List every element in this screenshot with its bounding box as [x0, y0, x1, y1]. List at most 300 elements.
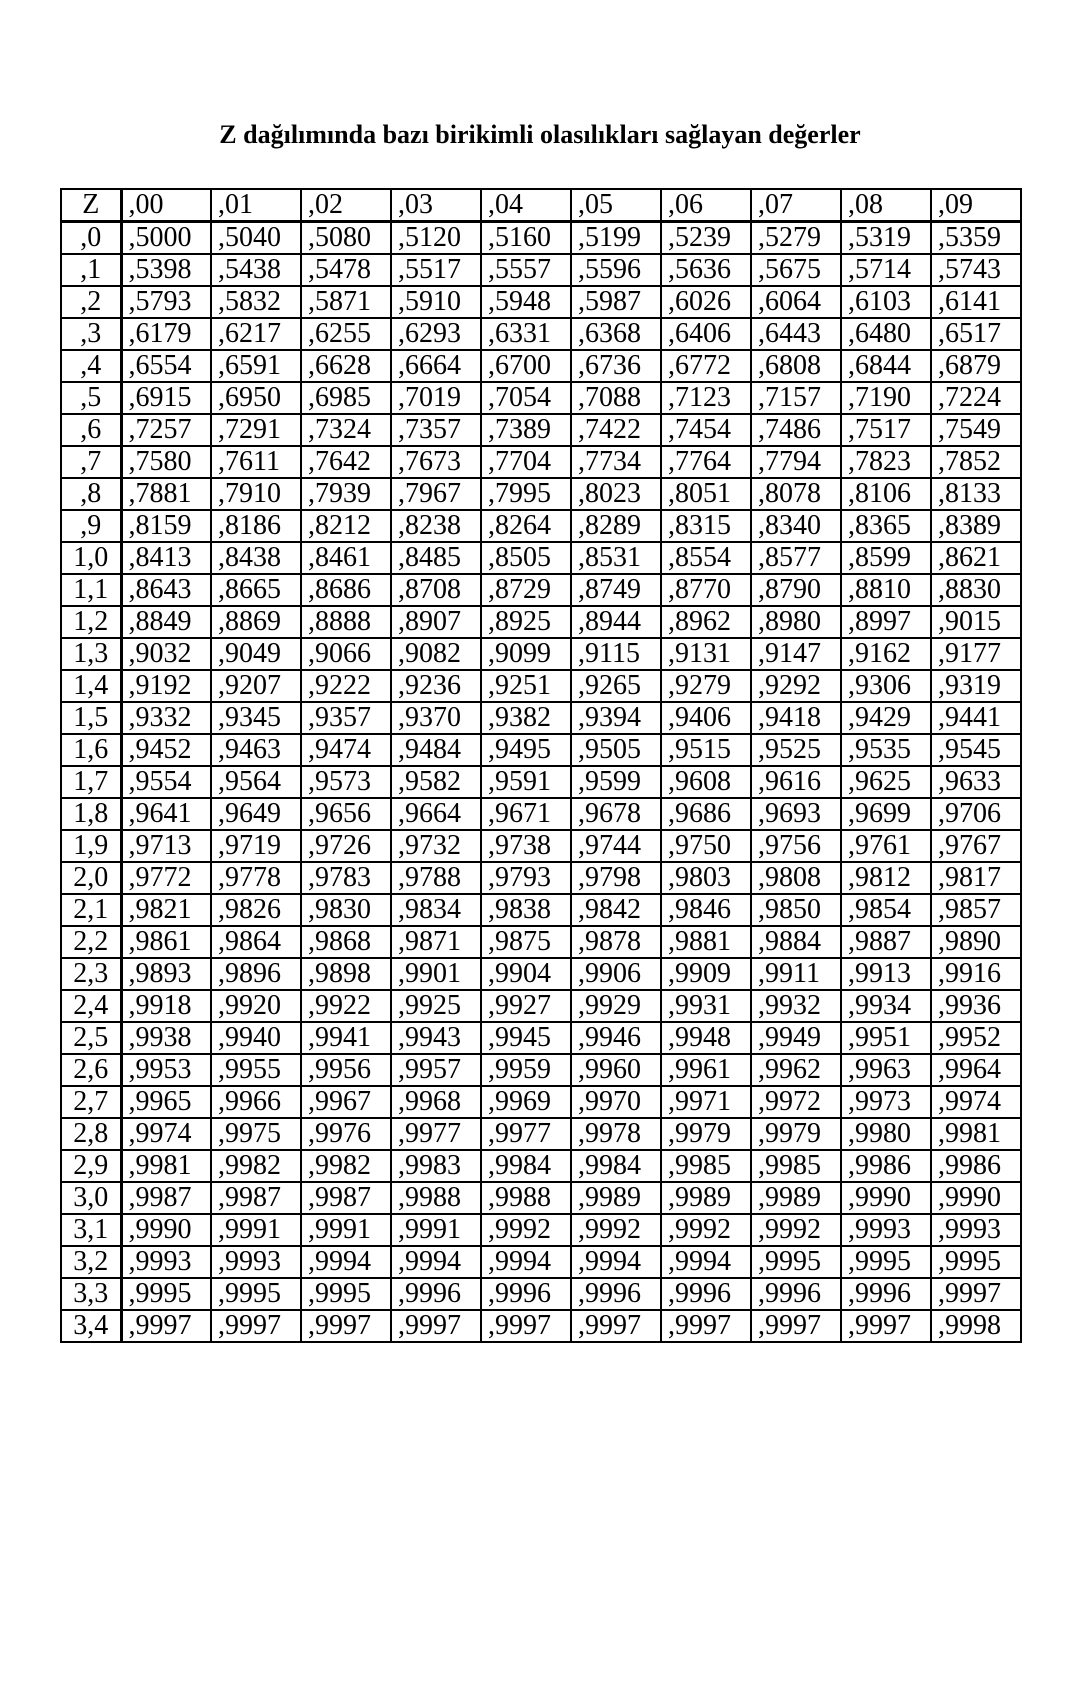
- probability-cell: ,9846: [661, 894, 751, 926]
- probability-cell: ,7454: [661, 414, 751, 446]
- probability-cell: ,9177: [931, 638, 1021, 670]
- probability-cell: ,9980: [841, 1118, 931, 1150]
- probability-cell: ,9991: [301, 1214, 391, 1246]
- z-table: [60, 188, 1022, 1343]
- probability-cell: ,9931: [661, 990, 751, 1022]
- probability-cell: ,9994: [391, 1246, 481, 1278]
- probability-cell: ,9591: [481, 766, 571, 798]
- probability-cell: ,9988: [391, 1182, 481, 1214]
- probability-cell: ,9909: [661, 958, 751, 990]
- probability-cell: ,5279: [751, 222, 841, 255]
- probability-cell: ,8106: [841, 478, 931, 510]
- probability-cell: ,7764: [661, 446, 751, 478]
- probability-cell: ,6141: [931, 286, 1021, 318]
- row-z-value: 3,0: [61, 1182, 121, 1214]
- probability-cell: ,9995: [121, 1278, 211, 1310]
- probability-cell: ,8830: [931, 574, 1021, 606]
- probability-cell: ,7939: [301, 478, 391, 510]
- row-z-value: 2,9: [61, 1150, 121, 1182]
- row-z-value: 2,4: [61, 990, 121, 1022]
- probability-cell: ,9987: [121, 1182, 211, 1214]
- probability-cell: ,9994: [571, 1246, 661, 1278]
- column-header: ,05: [571, 189, 661, 222]
- probability-cell: ,9726: [301, 830, 391, 862]
- probability-cell: ,9955: [211, 1054, 301, 1086]
- probability-cell: ,6664: [391, 350, 481, 382]
- probability-cell: ,9808: [751, 862, 841, 894]
- probability-cell: ,5987: [571, 286, 661, 318]
- probability-cell: ,8438: [211, 542, 301, 574]
- probability-cell: ,9987: [301, 1182, 391, 1214]
- probability-cell: ,9997: [931, 1278, 1021, 1310]
- table-row: [61, 382, 1021, 414]
- probability-cell: ,8238: [391, 510, 481, 542]
- probability-cell: ,9664: [391, 798, 481, 830]
- probability-cell: ,7019: [391, 382, 481, 414]
- probability-cell: ,5832: [211, 286, 301, 318]
- probability-cell: ,9991: [211, 1214, 301, 1246]
- probability-cell: ,9904: [481, 958, 571, 990]
- row-z-value: 2,0: [61, 862, 121, 894]
- probability-cell: ,9948: [661, 1022, 751, 1054]
- probability-cell: ,9382: [481, 702, 571, 734]
- probability-cell: ,9973: [841, 1086, 931, 1118]
- table-row: [61, 350, 1021, 382]
- probability-cell: ,5000: [121, 222, 211, 255]
- probability-cell: ,9966: [211, 1086, 301, 1118]
- probability-cell: ,9686: [661, 798, 751, 830]
- probability-cell: ,8264: [481, 510, 571, 542]
- probability-cell: ,9992: [571, 1214, 661, 1246]
- probability-cell: ,9997: [571, 1310, 661, 1342]
- column-header: ,04: [481, 189, 571, 222]
- table-row: [61, 1054, 1021, 1086]
- probability-cell: ,9982: [301, 1150, 391, 1182]
- probability-cell: ,9959: [481, 1054, 571, 1086]
- probability-cell: ,6736: [571, 350, 661, 382]
- probability-cell: ,9893: [121, 958, 211, 990]
- probability-cell: ,9582: [391, 766, 481, 798]
- probability-cell: ,6103: [841, 286, 931, 318]
- probability-cell: ,9994: [301, 1246, 391, 1278]
- probability-cell: ,9756: [751, 830, 841, 862]
- probability-cell: ,9744: [571, 830, 661, 862]
- probability-cell: ,9761: [841, 830, 931, 862]
- probability-cell: ,9394: [571, 702, 661, 734]
- probability-cell: ,9049: [211, 638, 301, 670]
- probability-cell: ,6406: [661, 318, 751, 350]
- probability-cell: ,8554: [661, 542, 751, 574]
- probability-cell: ,9279: [661, 670, 751, 702]
- probability-cell: ,9964: [931, 1054, 1021, 1086]
- probability-cell: ,8729: [481, 574, 571, 606]
- row-z-value: ,4: [61, 350, 121, 382]
- probability-cell: ,9854: [841, 894, 931, 926]
- row-z-value: 2,1: [61, 894, 121, 926]
- probability-cell: ,8365: [841, 510, 931, 542]
- probability-cell: ,9842: [571, 894, 661, 926]
- probability-cell: ,9015: [931, 606, 1021, 638]
- probability-cell: ,9970: [571, 1086, 661, 1118]
- probability-cell: ,6517: [931, 318, 1021, 350]
- probability-cell: ,9884: [751, 926, 841, 958]
- probability-cell: ,7734: [571, 446, 661, 478]
- row-z-value: 1,5: [61, 702, 121, 734]
- probability-cell: ,9463: [211, 734, 301, 766]
- table-row: [61, 414, 1021, 446]
- probability-cell: ,8907: [391, 606, 481, 638]
- probability-cell: ,8599: [841, 542, 931, 574]
- probability-cell: ,8186: [211, 510, 301, 542]
- probability-cell: ,5319: [841, 222, 931, 255]
- probability-cell: ,7704: [481, 446, 571, 478]
- probability-cell: ,9974: [931, 1086, 1021, 1118]
- probability-cell: ,9713: [121, 830, 211, 862]
- probability-cell: ,8944: [571, 606, 661, 638]
- probability-cell: ,9162: [841, 638, 931, 670]
- probability-cell: ,9992: [661, 1214, 751, 1246]
- probability-cell: ,9996: [391, 1278, 481, 1310]
- table-row: [61, 926, 1021, 958]
- probability-cell: ,9616: [751, 766, 841, 798]
- probability-cell: ,9951: [841, 1022, 931, 1054]
- probability-cell: ,6844: [841, 350, 931, 382]
- table-header: [61, 189, 1021, 222]
- probability-cell: ,9988: [481, 1182, 571, 1214]
- row-z-value: 1,1: [61, 574, 121, 606]
- probability-cell: ,7291: [211, 414, 301, 446]
- probability-cell: ,7881: [121, 478, 211, 510]
- probability-cell: ,9920: [211, 990, 301, 1022]
- probability-cell: ,9236: [391, 670, 481, 702]
- probability-cell: ,9977: [481, 1118, 571, 1150]
- probability-cell: ,8315: [661, 510, 751, 542]
- probability-cell: ,9834: [391, 894, 481, 926]
- probability-cell: ,5160: [481, 222, 571, 255]
- probability-cell: ,9418: [751, 702, 841, 734]
- table-row: [61, 254, 1021, 286]
- row-z-value: ,7: [61, 446, 121, 478]
- probability-cell: ,9987: [211, 1182, 301, 1214]
- probability-cell: ,9772: [121, 862, 211, 894]
- probability-cell: ,9997: [751, 1310, 841, 1342]
- probability-cell: ,8849: [121, 606, 211, 638]
- probability-cell: ,9441: [931, 702, 1021, 734]
- probability-cell: ,9916: [931, 958, 1021, 990]
- probability-cell: ,9946: [571, 1022, 661, 1054]
- probability-cell: ,9997: [841, 1310, 931, 1342]
- probability-cell: ,5675: [751, 254, 841, 286]
- probability-cell: ,9945: [481, 1022, 571, 1054]
- probability-cell: ,9938: [121, 1022, 211, 1054]
- probability-cell: ,9990: [841, 1182, 931, 1214]
- probability-cell: ,5478: [301, 254, 391, 286]
- probability-cell: ,9982: [211, 1150, 301, 1182]
- row-z-value: ,9: [61, 510, 121, 542]
- probability-cell: ,9896: [211, 958, 301, 990]
- probability-cell: ,5596: [571, 254, 661, 286]
- probability-cell: ,8790: [751, 574, 841, 606]
- probability-cell: ,9207: [211, 670, 301, 702]
- probability-cell: ,9332: [121, 702, 211, 734]
- probability-cell: ,7967: [391, 478, 481, 510]
- probability-cell: ,9997: [391, 1310, 481, 1342]
- probability-cell: ,8749: [571, 574, 661, 606]
- probability-cell: ,9706: [931, 798, 1021, 830]
- probability-cell: ,9032: [121, 638, 211, 670]
- probability-cell: ,9927: [481, 990, 571, 1022]
- probability-cell: ,7123: [661, 382, 751, 414]
- probability-cell: ,8159: [121, 510, 211, 542]
- probability-cell: ,8686: [301, 574, 391, 606]
- probability-cell: ,5557: [481, 254, 571, 286]
- probability-cell: ,9890: [931, 926, 1021, 958]
- probability-cell: ,9251: [481, 670, 571, 702]
- probability-cell: ,9985: [661, 1150, 751, 1182]
- probability-cell: ,9887: [841, 926, 931, 958]
- probability-cell: ,9996: [751, 1278, 841, 1310]
- probability-cell: ,9997: [211, 1310, 301, 1342]
- probability-cell: ,9898: [301, 958, 391, 990]
- row-z-value: ,2: [61, 286, 121, 318]
- probability-cell: ,9838: [481, 894, 571, 926]
- table-row: [61, 446, 1021, 478]
- probability-cell: ,9967: [301, 1086, 391, 1118]
- probability-cell: ,9750: [661, 830, 751, 862]
- probability-cell: ,9878: [571, 926, 661, 958]
- probability-cell: ,9943: [391, 1022, 481, 1054]
- row-z-value: 1,2: [61, 606, 121, 638]
- table-row: [61, 702, 1021, 734]
- probability-cell: ,9968: [391, 1086, 481, 1118]
- probability-cell: ,8023: [571, 478, 661, 510]
- probability-cell: ,9861: [121, 926, 211, 958]
- table-row: [61, 734, 1021, 766]
- probability-cell: ,9357: [301, 702, 391, 734]
- probability-cell: ,9991: [391, 1214, 481, 1246]
- probability-cell: ,9913: [841, 958, 931, 990]
- probability-cell: ,8389: [931, 510, 1021, 542]
- probability-cell: ,6879: [931, 350, 1021, 382]
- row-z-value: 1,4: [61, 670, 121, 702]
- row-z-value: 3,2: [61, 1246, 121, 1278]
- probability-cell: ,9974: [121, 1118, 211, 1150]
- probability-cell: ,7157: [751, 382, 841, 414]
- probability-cell: ,9997: [301, 1310, 391, 1342]
- probability-cell: ,9719: [211, 830, 301, 862]
- probability-cell: ,9922: [301, 990, 391, 1022]
- probability-cell: ,8925: [481, 606, 571, 638]
- probability-cell: ,6915: [121, 382, 211, 414]
- probability-cell: ,9960: [571, 1054, 661, 1086]
- probability-cell: ,8133: [931, 478, 1021, 510]
- probability-cell: ,6700: [481, 350, 571, 382]
- probability-cell: ,9082: [391, 638, 481, 670]
- probability-cell: ,7910: [211, 478, 301, 510]
- probability-cell: ,9990: [931, 1182, 1021, 1214]
- probability-cell: ,9985: [751, 1150, 841, 1182]
- probability-cell: ,9986: [931, 1150, 1021, 1182]
- probability-cell: ,5040: [211, 222, 301, 255]
- probability-cell: ,9345: [211, 702, 301, 734]
- probability-cell: ,9793: [481, 862, 571, 894]
- probability-cell: ,5080: [301, 222, 391, 255]
- probability-cell: ,9990: [121, 1214, 211, 1246]
- probability-cell: ,9554: [121, 766, 211, 798]
- table-row: [61, 318, 1021, 350]
- row-z-value: 2,3: [61, 958, 121, 990]
- probability-cell: ,7580: [121, 446, 211, 478]
- probability-cell: ,9996: [841, 1278, 931, 1310]
- probability-cell: ,9925: [391, 990, 481, 1022]
- probability-cell: ,9319: [931, 670, 1021, 702]
- probability-cell: ,9952: [931, 1022, 1021, 1054]
- probability-cell: ,8869: [211, 606, 301, 638]
- probability-cell: ,9962: [751, 1054, 841, 1086]
- column-header: ,09: [931, 189, 1021, 222]
- probability-cell: ,9976: [301, 1118, 391, 1150]
- probability-cell: ,9812: [841, 862, 931, 894]
- probability-cell: ,7088: [571, 382, 661, 414]
- probability-cell: ,9940: [211, 1022, 301, 1054]
- probability-cell: ,6950: [211, 382, 301, 414]
- probability-cell: ,9857: [931, 894, 1021, 926]
- probability-cell: ,9505: [571, 734, 661, 766]
- probability-cell: ,8413: [121, 542, 211, 574]
- row-z-value: 2,7: [61, 1086, 121, 1118]
- probability-cell: ,8643: [121, 574, 211, 606]
- probability-cell: ,9564: [211, 766, 301, 798]
- table-row: [61, 222, 1021, 255]
- probability-cell: ,9934: [841, 990, 931, 1022]
- probability-cell: ,9699: [841, 798, 931, 830]
- probability-cell: ,9573: [301, 766, 391, 798]
- row-z-value: 2,2: [61, 926, 121, 958]
- probability-cell: ,9953: [121, 1054, 211, 1086]
- probability-cell: ,6591: [211, 350, 301, 382]
- probability-cell: ,9265: [571, 670, 661, 702]
- probability-cell: ,8485: [391, 542, 481, 574]
- probability-cell: ,9972: [751, 1086, 841, 1118]
- table-row: [61, 542, 1021, 574]
- probability-cell: ,9370: [391, 702, 481, 734]
- probability-cell: ,9975: [211, 1118, 301, 1150]
- table-row: [61, 990, 1021, 1022]
- probability-cell: ,6772: [661, 350, 751, 382]
- probability-cell: ,7549: [931, 414, 1021, 446]
- probability-cell: ,9535: [841, 734, 931, 766]
- table-row: [61, 766, 1021, 798]
- probability-cell: ,9474: [301, 734, 391, 766]
- probability-cell: ,9875: [481, 926, 571, 958]
- probability-cell: ,9147: [751, 638, 841, 670]
- probability-cell: ,9599: [571, 766, 661, 798]
- probability-cell: ,9625: [841, 766, 931, 798]
- probability-cell: ,9525: [751, 734, 841, 766]
- probability-cell: ,8980: [751, 606, 841, 638]
- probability-cell: ,9993: [121, 1246, 211, 1278]
- probability-cell: ,9452: [121, 734, 211, 766]
- probability-cell: ,8289: [571, 510, 661, 542]
- column-header: ,01: [211, 189, 301, 222]
- probability-cell: ,9995: [841, 1246, 931, 1278]
- probability-cell: ,6554: [121, 350, 211, 382]
- probability-cell: ,9981: [931, 1118, 1021, 1150]
- probability-cell: ,9871: [391, 926, 481, 958]
- row-z-value: ,0: [61, 222, 121, 255]
- probability-cell: ,9798: [571, 862, 661, 894]
- probability-cell: ,7517: [841, 414, 931, 446]
- row-z-value: 1,9: [61, 830, 121, 862]
- probability-cell: ,9996: [481, 1278, 571, 1310]
- probability-cell: ,8997: [841, 606, 931, 638]
- probability-cell: ,9850: [751, 894, 841, 926]
- probability-cell: ,9545: [931, 734, 1021, 766]
- probability-cell: ,9783: [301, 862, 391, 894]
- table-row: [61, 286, 1021, 318]
- probability-cell: ,9732: [391, 830, 481, 862]
- column-header: ,02: [301, 189, 391, 222]
- row-z-value: ,3: [61, 318, 121, 350]
- probability-cell: ,9998: [931, 1310, 1021, 1342]
- table-row: [61, 830, 1021, 862]
- probability-cell: ,8770: [661, 574, 751, 606]
- probability-cell: ,9678: [571, 798, 661, 830]
- row-z-value: 3,4: [61, 1310, 121, 1342]
- probability-cell: ,7794: [751, 446, 841, 478]
- probability-cell: ,5636: [661, 254, 751, 286]
- probability-cell: ,9911: [751, 958, 841, 990]
- probability-cell: ,9306: [841, 670, 931, 702]
- probability-cell: ,5948: [481, 286, 571, 318]
- table-row: [61, 1182, 1021, 1214]
- probability-cell: ,8888: [301, 606, 391, 638]
- probability-cell: ,7852: [931, 446, 1021, 478]
- probability-cell: ,9821: [121, 894, 211, 926]
- row-z-value: 2,5: [61, 1022, 121, 1054]
- probability-cell: ,9515: [661, 734, 751, 766]
- probability-cell: ,7324: [301, 414, 391, 446]
- probability-cell: ,6026: [661, 286, 751, 318]
- probability-cell: ,9495: [481, 734, 571, 766]
- probability-cell: ,9131: [661, 638, 751, 670]
- table-row: [61, 798, 1021, 830]
- probability-cell: ,7673: [391, 446, 481, 478]
- probability-cell: ,9803: [661, 862, 751, 894]
- probability-cell: ,9996: [571, 1278, 661, 1310]
- probability-cell: ,8051: [661, 478, 751, 510]
- table-row: [61, 1278, 1021, 1310]
- probability-cell: ,7224: [931, 382, 1021, 414]
- probability-cell: ,9996: [661, 1278, 751, 1310]
- column-header: ,03: [391, 189, 481, 222]
- probability-cell: ,6064: [751, 286, 841, 318]
- probability-cell: ,9989: [571, 1182, 661, 1214]
- probability-cell: ,9932: [751, 990, 841, 1022]
- row-z-value: 1,6: [61, 734, 121, 766]
- probability-cell: ,9429: [841, 702, 931, 734]
- probability-cell: ,5714: [841, 254, 931, 286]
- probability-cell: ,8621: [931, 542, 1021, 574]
- probability-cell: ,5743: [931, 254, 1021, 286]
- probability-cell: ,6293: [391, 318, 481, 350]
- probability-cell: ,5120: [391, 222, 481, 255]
- probability-cell: ,9965: [121, 1086, 211, 1118]
- probability-cell: ,8810: [841, 574, 931, 606]
- probability-cell: ,9868: [301, 926, 391, 958]
- table-row: [61, 638, 1021, 670]
- probability-cell: ,7823: [841, 446, 931, 478]
